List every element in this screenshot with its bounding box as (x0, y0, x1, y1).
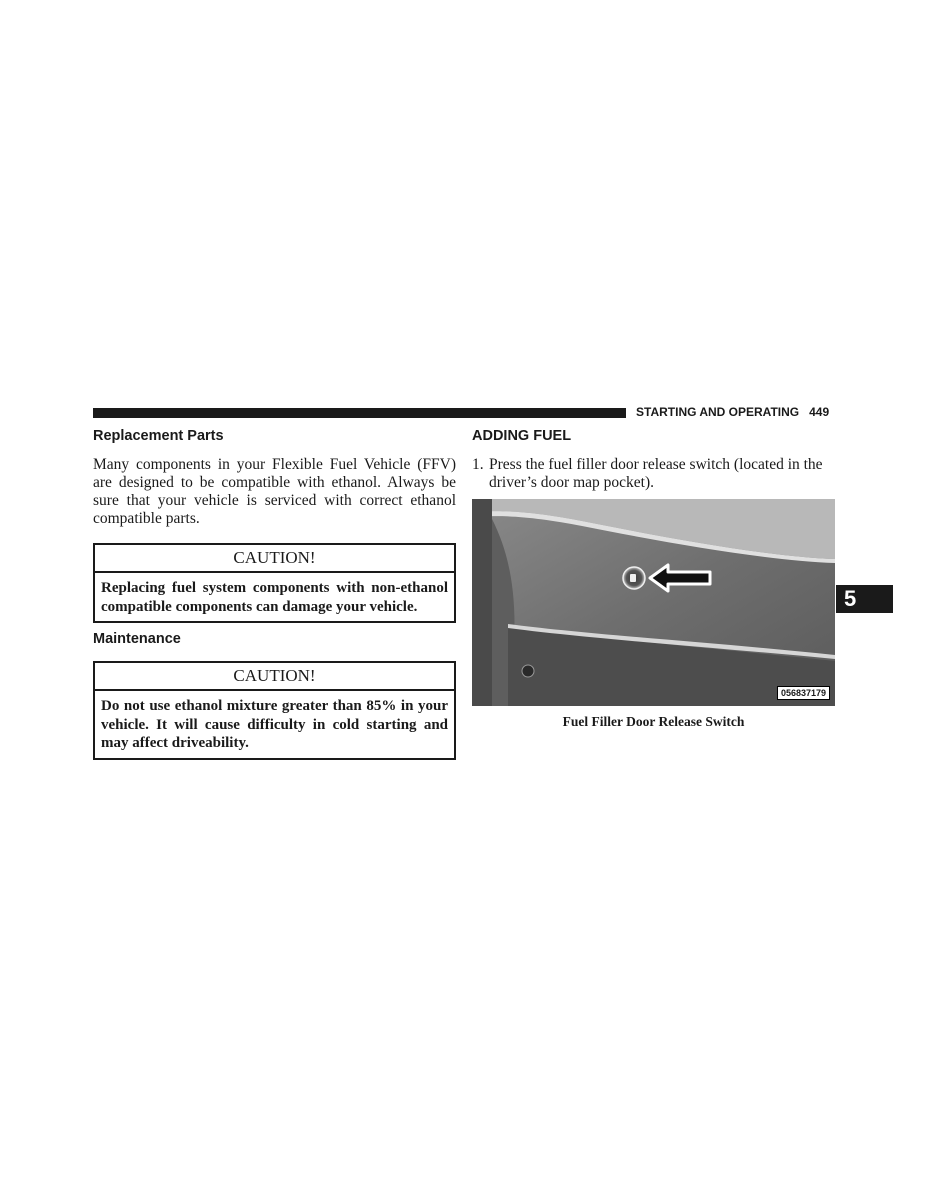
step-1 (472, 456, 835, 492)
figure-code: 056837179 (777, 686, 830, 700)
adding-fuel-heading: ADDING FUEL (472, 428, 572, 444)
page-number: 449 (809, 405, 830, 419)
replacement-parts-heading: Replacement Parts (93, 428, 224, 444)
step-text: Press the fuel filler door release switch (located in the driver’s door map pocket). (489, 456, 823, 491)
section-title: STARTING AND OPERATING (636, 405, 800, 419)
caution-title: CAUTION! (95, 545, 454, 573)
caution-text: Do not use ethanol mixture greater than 85% in your vehicle. It will cause difficulty in cold starting and may affect driveability. (101, 698, 448, 751)
right-column (472, 426, 835, 730)
caution-box-ethanol (93, 661, 456, 760)
caution-title: CAUTION! (95, 663, 454, 691)
caution-box-parts (93, 543, 456, 623)
maintenance-heading: Maintenance (93, 631, 181, 647)
left-column (93, 426, 456, 760)
running-header (636, 405, 829, 419)
door-photo-figure (472, 499, 835, 706)
chapter-tab: 5 (836, 585, 893, 613)
door-map-pocket-illustration (472, 499, 835, 706)
figure-caption: Fuel Filler Door Release Switch (562, 714, 745, 729)
step-number: 1. (472, 456, 484, 473)
replacement-parts-body: Many components in your Flexible Fuel Vehicle (FFV) are designed to be compatible with ethanol. Always be sure that your vehicle is serviced with correct ethanol compatible parts. (93, 456, 456, 527)
caution-text: Replacing fuel system components with non-ethanol compatible components can damage your vehicle. (101, 580, 448, 615)
header-rule (93, 408, 626, 418)
